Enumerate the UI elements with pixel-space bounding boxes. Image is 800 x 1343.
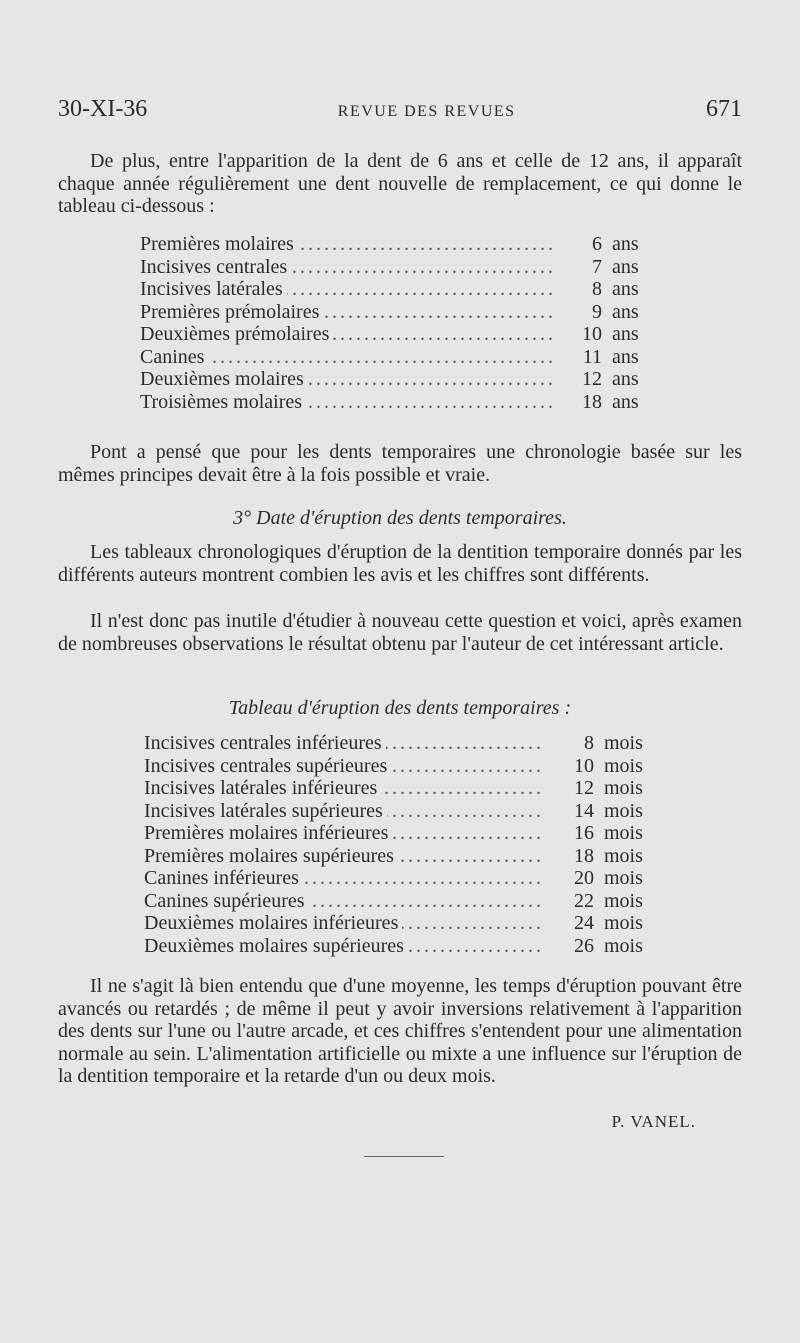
table-row bbox=[140, 391, 660, 414]
header-date: 30-XI-36 bbox=[58, 96, 148, 122]
section-heading: 3° Date d'éruption des dents temporaires. bbox=[233, 507, 567, 529]
table-row bbox=[140, 368, 660, 391]
row-label: Deuxièmes molaires supérieures bbox=[144, 935, 408, 957]
row-label: Canines inférieures bbox=[144, 867, 303, 889]
row-label: Canines bbox=[140, 346, 208, 368]
row-label: Incisives centrales inférieures bbox=[144, 732, 386, 754]
row-unit: ans bbox=[612, 255, 639, 278]
row-unit: mois bbox=[604, 754, 643, 777]
method-paragraph: Il n'est donc pas inutile d'étudier à nouveau cette question et voici, après examen de nombreuses observations le résultat obtenu par l'auteur de cet intéressant article. bbox=[58, 610, 742, 655]
row-unit: ans bbox=[612, 345, 639, 368]
row-value: 12 bbox=[582, 368, 602, 390]
row-value: 10 bbox=[574, 754, 594, 777]
row-unit: ans bbox=[612, 368, 639, 390]
table-title: Tableau d'éruption des dents temporaires : bbox=[228, 697, 572, 719]
chronology-paragraph: Les tableaux chronologiques d'éruption de la dentition temporaire donnés par les différents auteurs montrent combien les avis et les chiffres sont différents. bbox=[58, 541, 742, 586]
row-unit: mois bbox=[604, 777, 643, 799]
page-number: 671 bbox=[706, 96, 742, 122]
row-unit: mois bbox=[604, 934, 643, 957]
intro-paragraph: De plus, entre l'apparition de la dent de 6 ans et celle de 12 ans, il apparaît chaque année régulièrement une dent nouvelle de remplacement, ce qui donne le tableau ci-dessous : bbox=[58, 150, 742, 217]
row-unit: mois bbox=[604, 912, 643, 934]
journal-title: REVUE DES REVUES bbox=[337, 103, 516, 120]
row-value: 9 bbox=[592, 300, 602, 323]
author-signature: P. VANEL. bbox=[611, 1112, 696, 1131]
row-unit: ans bbox=[612, 278, 639, 300]
row-value: 7 bbox=[592, 255, 602, 278]
pont-paragraph: Pont a pensé que pour les dents temporaires une chronologie basée sur les mêmes principes devait être à la fois possible et vraie. bbox=[58, 441, 742, 486]
row-value: 8 bbox=[592, 278, 602, 300]
final-paragraph: Il ne s'agit là bien entendu que d'une moyenne, les temps d'éruption pouvant être avancés ou retardés ; de même il peut y avoir inversions relativement à l'apparition des dents sur l'une ou l'autre arcade, et ces chiffres s'entendent pour une alimentation normale au sein. L'alimentation artificielle ou mixte a une influence sur l'éruption de la dentition temporaire et la retarde d'un ou deux mois. bbox=[58, 975, 742, 1087]
row-unit: mois bbox=[604, 732, 643, 754]
row-value: 8 bbox=[584, 732, 594, 754]
row-unit: mois bbox=[604, 844, 643, 867]
closing-rule bbox=[364, 1156, 444, 1157]
row-label: Deuxièmes prémolaires bbox=[140, 323, 333, 345]
row-value: 18 bbox=[582, 390, 602, 413]
temporary-teeth-table bbox=[144, 732, 664, 957]
row-label: Incisives latérales inférieures bbox=[144, 777, 381, 799]
row-value: 10 bbox=[582, 323, 602, 345]
row-label: Premières prémolaires bbox=[140, 301, 323, 323]
row-label: Incisives centrales supérieures bbox=[144, 755, 391, 777]
table-row bbox=[140, 256, 660, 279]
table-row bbox=[144, 890, 664, 913]
row-value: 24 bbox=[574, 912, 594, 934]
row-label: Incisives latérales bbox=[140, 278, 287, 300]
table-row bbox=[144, 867, 664, 890]
table-row bbox=[140, 301, 660, 324]
row-label: Canines supérieures bbox=[144, 890, 309, 912]
row-label: Premières molaires bbox=[140, 233, 298, 255]
row-label: Troisièmes molaires bbox=[140, 391, 306, 413]
permanent-teeth-table bbox=[140, 233, 660, 413]
table-row bbox=[144, 755, 664, 778]
row-value: 14 bbox=[574, 799, 594, 822]
table-row bbox=[140, 323, 660, 346]
table-row bbox=[140, 346, 660, 369]
row-label: Premières molaires supérieures bbox=[144, 845, 398, 867]
table-row bbox=[144, 732, 664, 755]
row-unit: mois bbox=[604, 822, 643, 844]
table-row bbox=[140, 278, 660, 301]
row-unit: ans bbox=[612, 233, 639, 255]
row-label: Deuxièmes molaires inférieures bbox=[144, 912, 402, 934]
row-value: 22 bbox=[574, 889, 594, 912]
row-value: 26 bbox=[574, 934, 594, 957]
row-value: 20 bbox=[574, 867, 594, 889]
row-value: 18 bbox=[574, 844, 594, 867]
row-value: 11 bbox=[582, 345, 602, 368]
row-unit: mois bbox=[604, 867, 643, 889]
row-unit: mois bbox=[604, 799, 643, 822]
running-header bbox=[58, 96, 742, 130]
row-label: Premières molaires inférieures bbox=[144, 822, 392, 844]
table-row bbox=[144, 935, 664, 958]
row-unit: mois bbox=[604, 889, 643, 912]
row-label: Incisives centrales bbox=[140, 256, 291, 278]
row-unit: ans bbox=[612, 323, 639, 345]
row-value: 12 bbox=[574, 777, 594, 799]
row-unit: ans bbox=[612, 390, 639, 413]
row-value: 6 bbox=[592, 233, 602, 255]
table-row bbox=[144, 800, 664, 823]
table-row bbox=[144, 777, 664, 800]
row-label: Deuxièmes molaires bbox=[140, 368, 308, 390]
row-value: 16 bbox=[574, 822, 594, 844]
table-row bbox=[144, 845, 664, 868]
row-unit: ans bbox=[612, 300, 639, 323]
row-label: Incisives latérales supérieures bbox=[144, 800, 387, 822]
table-row bbox=[144, 822, 664, 845]
table-row bbox=[140, 233, 660, 256]
table-row bbox=[144, 912, 664, 935]
